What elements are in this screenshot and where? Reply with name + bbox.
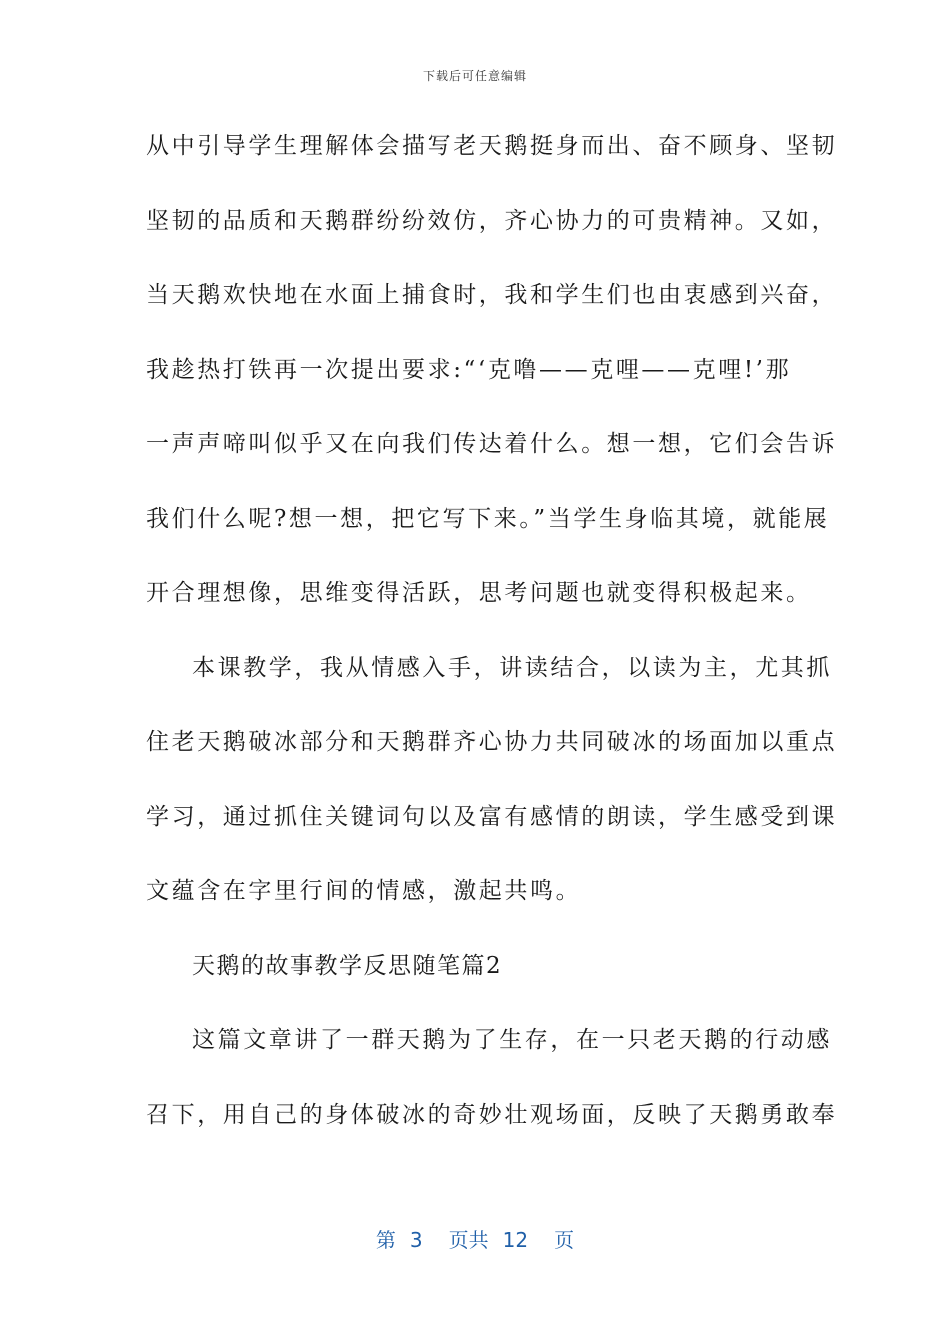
paragraph-start-line: 这篇文章讲了一群天鹅为了生存，在一只老天鹅的行动感 [192, 1027, 832, 1053]
total-pages-number: 12 [502, 1228, 529, 1252]
document-body [146, 121, 838, 1164]
text-line: 开合理想像，思维变得活跃，思考问题也就变得积极起来。 [146, 580, 812, 606]
page-label-suffix: 页 [554, 1228, 575, 1252]
text-line: 当天鹅欢快地在水面上捕食时，我和学生们也由衷感到兴奋， [146, 282, 838, 308]
text-line: 我趁热打铁再一次提出要求:“‘克噜——克哩——克哩!’那 [146, 356, 792, 383]
page-label-middle: 页共 [448, 1228, 489, 1252]
section-heading: 天鹅的故事教学反思随笔篇2 [192, 952, 503, 979]
text-line: 我们什么呢?想一想，把它写下来。”当学生身临其境，就能展 [146, 505, 830, 532]
current-page-number: 3 [409, 1228, 423, 1252]
text-line: 召下，用自己的身体破冰的奇妙壮观场面，反映了天鹅勇敢奉 [146, 1101, 838, 1128]
header-note: 下载后可任意编辑 [422, 69, 527, 83]
text-line: 住老天鹅破冰部分和天鹅群齐心协力共同破冰的场面加以重点 [146, 729, 838, 755]
text-line: 从中引导学生理解体会描写老天鹅挺身而出、奋不顾身、坚韧 [146, 133, 838, 159]
paragraph-start-line: 本课教学，我从情感入手，讲读结合，以读为主，尤其抓 [192, 654, 832, 681]
page-footer [0, 1224, 950, 1253]
text-line: 一声声啼叫似乎又在向我们传达着什么。想一想，它们会告诉 [146, 431, 838, 457]
text-line: 坚韧的品质和天鹅群纷纷效仿，齐心协力的可贵精神。又如， [146, 207, 838, 234]
page-label-prefix: 第 [375, 1228, 396, 1252]
text-line: 学习，通过抓住关键词句以及富有感情的朗读，学生感受到课 [146, 803, 838, 830]
text-line: 文蕴含在字里行间的情感，激起共鸣。 [146, 878, 582, 904]
